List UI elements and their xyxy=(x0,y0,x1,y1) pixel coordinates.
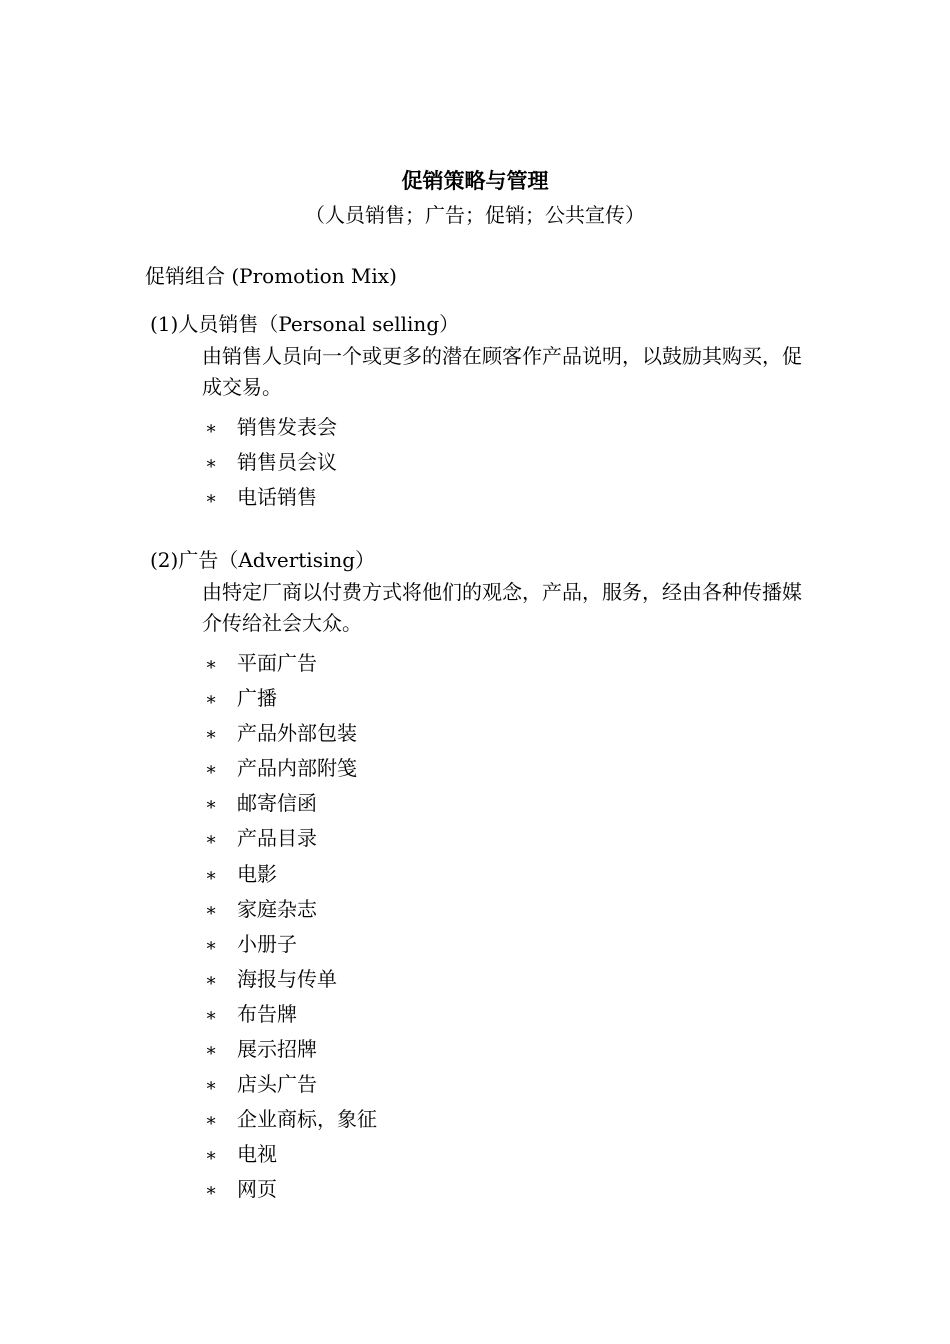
asterisk-bullet-icon: ∗ xyxy=(205,724,218,746)
list-item xyxy=(205,1032,377,1067)
list-item xyxy=(205,410,337,445)
list-item xyxy=(205,821,377,856)
list-item-label: 展示招牌 xyxy=(237,1037,317,1062)
page-subtitle: （人员销售；广告；促销；公共宣传） xyxy=(305,203,645,227)
asterisk-bullet-icon: ∗ xyxy=(205,969,218,991)
asterisk-bullet-icon: ∗ xyxy=(205,864,218,886)
list-item xyxy=(205,681,377,716)
list-item xyxy=(205,892,377,927)
list-item-label: 销售员会议 xyxy=(237,450,337,475)
list-item-label: 店头广告 xyxy=(237,1072,317,1097)
asterisk-bullet-icon: ∗ xyxy=(205,1075,218,1097)
list-item xyxy=(205,927,377,962)
promotion-mix-heading: 促销组合 (Promotion Mix) xyxy=(145,264,397,288)
asterisk-bullet-icon: ∗ xyxy=(205,689,218,711)
asterisk-bullet-icon: ∗ xyxy=(205,488,218,510)
section-heading-advertising: (2)广告（Advertising） xyxy=(150,548,376,572)
list-item-label: 产品目录 xyxy=(237,826,317,851)
list-item xyxy=(205,857,377,892)
bullet-list-advertising xyxy=(205,646,377,1208)
asterisk-bullet-icon: ∗ xyxy=(205,1110,218,1132)
asterisk-bullet-icon: ∗ xyxy=(205,654,218,675)
list-item xyxy=(205,997,377,1032)
asterisk-bullet-icon: ∗ xyxy=(205,1145,218,1167)
asterisk-bullet-icon: ∗ xyxy=(205,759,218,781)
list-item-label: 产品内部附笺 xyxy=(237,756,357,781)
asterisk-bullet-icon: ∗ xyxy=(205,1004,218,1026)
list-item xyxy=(205,751,377,786)
list-item xyxy=(205,646,377,681)
asterisk-bullet-icon: ∗ xyxy=(205,934,218,956)
asterisk-bullet-icon: ∗ xyxy=(205,453,218,475)
list-item-label: 家庭杂志 xyxy=(237,896,317,921)
list-item xyxy=(205,1067,377,1102)
page-title: 促销策略与管理 xyxy=(401,169,549,193)
list-item xyxy=(205,1172,377,1207)
asterisk-bullet-icon: ∗ xyxy=(205,1180,218,1202)
list-item-label: 企业商标，象征 xyxy=(237,1107,377,1132)
list-item xyxy=(205,962,377,997)
list-item-label: 海报与传单 xyxy=(237,966,337,991)
list-item-label: 布告牌 xyxy=(237,1001,297,1026)
list-item-label: 产品外部包装 xyxy=(237,721,357,746)
list-item xyxy=(205,480,337,515)
list-item xyxy=(205,716,377,751)
list-item-label: 邮寄信函 xyxy=(237,791,317,816)
list-item xyxy=(205,1137,377,1172)
list-item-label: 网页 xyxy=(237,1177,277,1202)
list-item xyxy=(205,786,377,821)
list-item-label: 广播 xyxy=(237,686,277,711)
list-item-label: 电影 xyxy=(237,861,277,886)
section-description-advertising: 由特定厂商以付费方式将他们的观念，产品，服务，经由各种传播媒介传给社会大众。 xyxy=(202,580,802,635)
list-item-label: 电话销售 xyxy=(237,485,317,510)
asterisk-bullet-icon: ∗ xyxy=(205,899,218,921)
list-item xyxy=(205,445,337,480)
list-item-label: 小册子 xyxy=(237,931,297,956)
asterisk-bullet-icon: ∗ xyxy=(205,1040,218,1062)
section-description-personal-selling: 由销售人员向一个或更多的潜在顾客作产品说明，以鼓励其购买，促成交易。 xyxy=(202,344,802,399)
asterisk-bullet-icon: ∗ xyxy=(205,829,218,851)
list-item-label: 平面广告 xyxy=(237,651,317,675)
bullet-list-personal-selling xyxy=(205,410,337,515)
asterisk-bullet-icon: ∗ xyxy=(205,418,218,439)
list-item-label: 销售发表会 xyxy=(237,415,337,439)
section-heading-personal-selling: (1)人员销售（Personal selling） xyxy=(150,312,460,336)
list-item xyxy=(205,1102,377,1137)
list-item-label: 电视 xyxy=(237,1142,277,1167)
asterisk-bullet-icon: ∗ xyxy=(205,794,218,816)
